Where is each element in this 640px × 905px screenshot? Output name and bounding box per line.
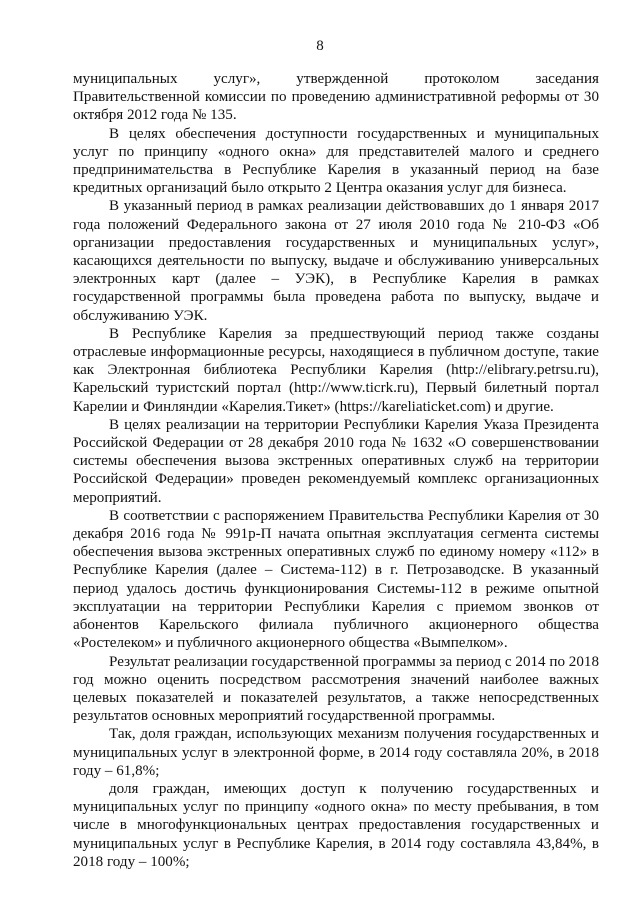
paragraph-uek-cards: В указанный период в рамках реализации действовавших до 1 января 2017 года положений Федерального закона от 27 июля 2010 года № 210-ФЗ «Об организации предоставления государственных и муниципальных услуг», касающихся деятельности по выпуску, выдаче и обслуживанию универсальных электронных карт (далее – УЭК), в Республике Карелия в рамках государственной программы была проведена работа по выпуску, выдаче и обслуживанию УЭК.: [73, 198, 599, 324]
paragraph-program-results: Результат реализации государственной программы за период с 2014 по 2018 год можно оценить посредством рассмотрения значений наиболее важных целевых показателей и показателей результатов, а также непосредственных результатов основных мероприятий государственной программы.: [73, 653, 599, 725]
paragraph-system-112: В соответствии с распоряжением Правительства Республики Карелия от 30 декабря 2016 года № 991р-П начата опытная эксплуатация сегмента системы обеспечения вызова экстренных оперативных служб по единому номеру «112» в Республике Карелия (далее – Система-112) в г. Петрозаводске. В указанный период удалось достичь функционирования Системы-112 в режиме опытной эксплуатации на территории Республики Карелия с приемом звонков от абонентов Карельского филиала публичного акционерного общества «Ростелеком» и публичного акционерного общества «Вымпелком».: [73, 507, 599, 652]
paragraph-electronic-services-share: Так, доля граждан, использующих механизм получения государственных и муниципальных услуг в электронной форме, в 2014 году составляла 20%, в 2018 году – 61,8%;: [73, 726, 599, 779]
document-body: [73, 70, 599, 871]
paragraph-information-resources: В Республике Карелия за предшествующий период также созданы отраслевые информационные ресурсы, находящиеся в публичном доступе, такие как Электронная библиотека Республики Карелия (http://elibrary.petrsu.ru), Карельский туристский портал (http://www.ticrk.ru), Первый билетный портал Карелии и Финляндии «Карелия.Тикет» (https://kareliaticket.com) и другие.: [73, 325, 599, 415]
page-number: 8: [316, 38, 324, 54]
paragraph-continuation: муниципальных услуг», утвержденной протоколом заседания Правительственной комиссии по проведению административной реформы от 30 октября 2012 года № 135.: [73, 71, 599, 124]
paragraph-business-centers: В целях обеспечения доступности государственных и муниципальных услуг по принципу «одного окна» для представителей малого и среднего предпринимательства в Республике Карелия в указанный период на базе кредитных организаций было открыто 2 Центра оказания услуг для бизнеса.: [73, 125, 599, 197]
paragraph-emergency-services-decree: В целях реализации на территории Республики Карелия Указа Президента Российской Федерации от 28 декабря 2010 года № 1632 «О совершенствовании системы обеспечения вызова экстренных оперативных служб на территории Российской Федерации» проведен рекомендуемый комплекс организационных мероприятий.: [73, 416, 599, 506]
paragraph-one-window-access-share: доля граждан, имеющих доступ к получению государственных и муниципальных услуг по принципу «одного окна» по месту пребывания, в том числе в многофункциональных центрах предоставления государственных и муниципальных услуг в Республике Карелия, в 2014 году составляла 43,84%, в 2018 году – 100%;: [73, 780, 599, 870]
